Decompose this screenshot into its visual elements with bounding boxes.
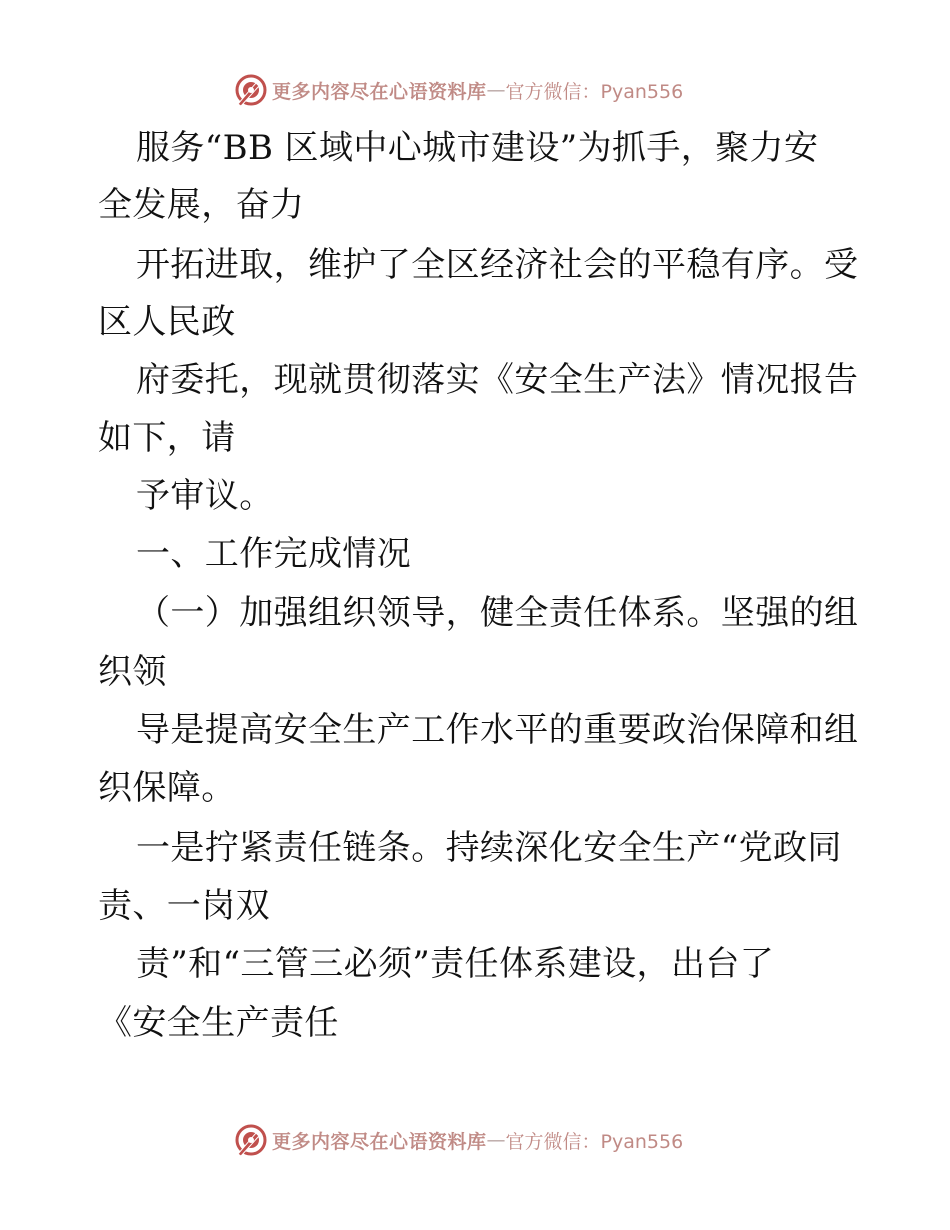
text-line: 开拓进取，维护了全区经济社会的平稳有序。受 — [136, 245, 859, 285]
text-line: 《安全生产责任 — [98, 1003, 339, 1043]
watermark-main-text: 更多内容尽在心语资料库 — [272, 80, 487, 103]
watermark-dash: — — [486, 79, 506, 101]
pen-logo-icon — [234, 1123, 268, 1157]
text-line: 责”和“三管三必须”责任体系建设，出台了 — [136, 944, 775, 984]
watermark-wechat-text: 官方微信：Pyan556 — [505, 80, 684, 103]
text-line: 一是拧紧责任链条。持续深化安全生产“党政同 — [136, 828, 842, 868]
subsection-heading: （一）加强组织领导，健全责任体系。坚强的组 — [136, 593, 859, 633]
text-line: 责、一岗双 — [98, 886, 270, 926]
section-heading: 一、工作完成情况 — [136, 534, 412, 574]
text-line: 全发展，奋力 — [98, 185, 305, 225]
text-line: 织领 — [98, 652, 167, 692]
text-line: 予审议。 — [136, 476, 274, 516]
text-line: 如下，请 — [98, 418, 236, 458]
text-line: 服务“BB 区域中心城市建设”为抓手，聚力安 — [136, 128, 819, 168]
footer-watermark — [234, 1122, 683, 1158]
text-line: 区人民政 — [98, 302, 236, 342]
text-line: 导是提高安全生产工作水平的重要政治保障和组 — [136, 710, 859, 750]
watermark-dash: — — [486, 1129, 506, 1151]
text-line: 织保障。 — [98, 768, 236, 808]
watermark-main-text: 更多内容尽在心语资料库 — [272, 1130, 487, 1153]
text-line: 府委托，现就贯彻落实《安全生产法》情况报告 — [136, 360, 859, 400]
watermark-wechat-text: 官方微信：Pyan556 — [505, 1130, 684, 1153]
